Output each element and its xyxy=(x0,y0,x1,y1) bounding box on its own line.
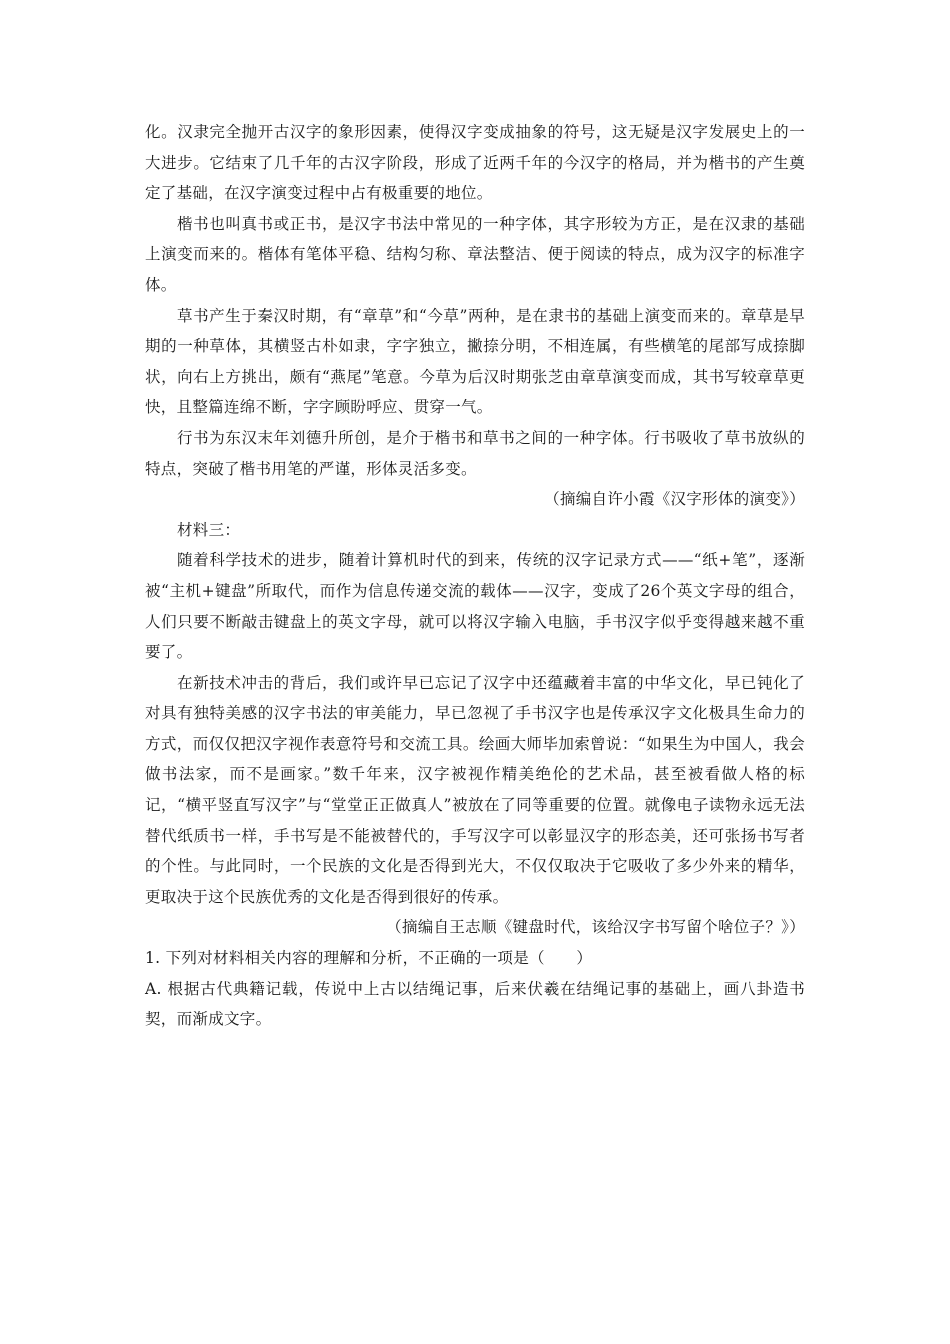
paragraph-caoshu: 草书产生于秦汉时期，有“章草”和“今草”两种，是在隶书的基础上演变而来的。章草是早期的一种草体，其横竖古朴如隶，字字独立，撇捺分明，不相连属，有些横笔的尾部写成捺脚状，向右上方挑出，颇有“燕尾”笔意。今草为后汉时期张芝由章草演变而成，其书写较章草更快，且整篇连绵不断，字字顾盼呼应、贯穿一气。 xyxy=(145,306,805,417)
paragraph-xingshu: 行书为东汉末年刘德升所创，是介于楷书和草书之间的一种字体。行书吸收了草书放纵的特点，突破了楷书用笔的严谨，形体灵活多变。 xyxy=(145,428,805,478)
question-1-option-a: A. 根据古代典籍记载，传说中上古以结绳记事，后来伏羲在结绳记事的基础上，画八卦造书契，而渐成文字。 xyxy=(145,979,805,1029)
paragraph-handwriting-culture: 在新技术冲击的背后，我们或许早已忘记了汉字中还蕴藏着丰富的中华文化，早已钝化了对具有独特美感的汉字书法的审美能力，早已忽视了手书汉字也是传承汉字文化极具生命力的方式，而仅仅把汉字视作表意符号和交流工具。绘画大师毕加索曾说：“如果生为中国人，我会做书法家，而不是画家。”数千年来，汉字被视作精美绝伦的艺术品，甚至被看做人格的标记，“横平竖直写汉字”与“堂堂正正做真人”被放在了同等重要的位置。就像电子读物永远无法替代纸质书一样，手书写是不能被替代的，手写汉字可以彰显汉字的形态美，还可张扬书写者的个性。与此同时，一个民族的文化是否得到光大，不仅仅取决于它吸收了多少外来的精华，更取决于这个民族优秀的文化是否得到很好的传承。 xyxy=(145,673,805,906)
source-citation-material-3: （摘编自王志顺《键盘时代，该给汉字书写留个啥位子？》） xyxy=(386,918,805,937)
material-3-heading: 材料三： xyxy=(177,520,241,539)
document-body xyxy=(145,117,805,1035)
question-1-stem: 1. 下列对材料相关内容的理解和分析，不正确的一项是（ ） xyxy=(145,949,593,968)
paragraph-lishu-continued: 化。汉隶完全抛开古汉字的象形因素，使得汉字变成抽象的符号，这无疑是汉字发展史上的一大进步。它结束了几千年的古汉字阶段，形成了近两千年的今汉字的格局，并为楷书的产生奠定了基础，在汉字演变过程中占有极重要的地位。 xyxy=(145,123,805,203)
source-citation-material-2: （摘编自许小霞《汉字形体的演变》） xyxy=(544,490,805,509)
paragraph-keyboard-era: 随着科学技术的进步，随着计算机时代的到来，传统的汉字记录方式——“纸+笔”，逐渐被“主机+键盘”所取代，而作为信息传递交流的载体——汉字，变成了26个英文字母的组合，人们只要不断敲击键盘上的英文字母，就可以将汉字输入电脑，手书汉字似乎变得越来越不重要了。 xyxy=(145,551,805,662)
paragraph-kaishu: 楷书也叫真书或正书，是汉字书法中常见的一种字体，其字形较为方正，是在汉隶的基础上演变而来的。楷体有笔体平稳、结构匀称、章法整洁、便于阅读的特点，成为汉字的标准字体。 xyxy=(145,214,805,294)
